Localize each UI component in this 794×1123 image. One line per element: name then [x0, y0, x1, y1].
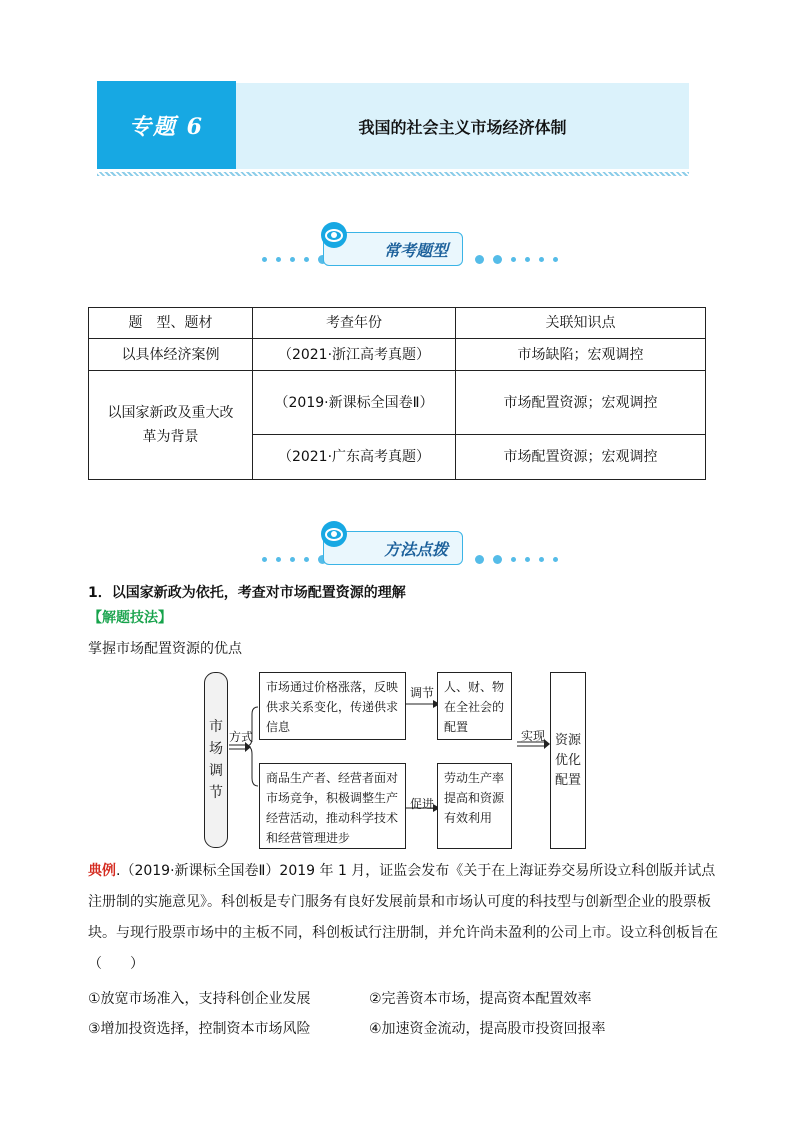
example-label: 典例: [88, 863, 116, 879]
market-char: 调: [209, 763, 223, 779]
market-char: 场: [209, 741, 223, 757]
table-header: 关联知识点: [456, 308, 706, 339]
table-cell: 以具体经济案例: [89, 339, 253, 371]
option-3: ③增加投资选择，控制资本市场风险: [88, 1021, 311, 1037]
market-char: 节: [209, 785, 223, 801]
market-char: 市: [209, 719, 223, 735]
heading-technique: 【解题技法】: [88, 610, 172, 626]
label-adjust: 调节: [410, 686, 435, 700]
table-cell: 以国家新政及重大改革为背景: [89, 371, 253, 480]
label-promote: 促进: [410, 797, 435, 811]
final-text: 优化: [554, 752, 581, 768]
heading-advantages: 掌握市场配置资源的优点: [88, 641, 242, 657]
flow-box-productivity: 劳动生产率提高和资源有效利用: [437, 763, 512, 849]
page-title: 我国的社会主义市场经济体制: [358, 117, 567, 137]
example-text: .（2019·新课标全国卷Ⅱ）2019 年 1 月，证监会发布《关于在上海证券交易所设立科创版并试点注册制的实施意见》。科创板是专门服务有良好发展前景和市场认可度的科技型与创新型企业的股票板块。与现行股票市场中的主板不同，科创板试行注册制，并允许尚未盈利的公司上市。设立科创板旨在（ ）: [88, 863, 718, 972]
final-text: 资源: [554, 732, 581, 748]
example-paragraph: [88, 856, 728, 980]
label-realize: 实现: [521, 729, 546, 743]
final-text: 配置: [554, 772, 581, 788]
section-title: 常考题型: [383, 240, 448, 260]
section-title: 方法点拨: [383, 539, 448, 559]
option-1: ①放宽市场准入，支持科创企业发展: [88, 991, 311, 1007]
flow-box-optimal-allocation: [550, 672, 586, 849]
table-cell: （2021·广东高考真题）: [253, 435, 456, 480]
label-way: 方式: [229, 730, 254, 744]
table-cell: 市场配置资源；宏观调控: [456, 371, 706, 435]
table-cell: 市场缺陷；宏观调控: [456, 339, 706, 371]
heading-method-1: 1．以国家新政为依托，考查对市场配置资源的理解: [88, 585, 406, 601]
topic-tag: 专题 6: [129, 113, 204, 140]
flow-box-competition: 商品生产者、经营者面对市场竞争，积极调整生产经营活动，推动科学技术和经营管理进步: [259, 763, 406, 849]
table-header: 题 型、题材: [89, 308, 253, 339]
flow-box-allocation: 人、财、物在全社会的配置: [437, 672, 512, 740]
table-cell: （2019·新课标全国卷Ⅱ）: [253, 371, 456, 435]
flow-box-price-signal: 市场通过价格涨落，反映供求关系变化，传递供求信息: [259, 672, 406, 740]
option-2: ②完善资本市场，提高资本配置效率: [369, 991, 592, 1007]
option-4: ④加速资金流动，提高股市投资回报率: [369, 1021, 606, 1037]
table-cell: 市场配置资源；宏观调控: [456, 435, 706, 480]
table-cell: （2021·浙江高考真题）: [253, 339, 456, 371]
table-header: 考查年份: [253, 308, 456, 339]
